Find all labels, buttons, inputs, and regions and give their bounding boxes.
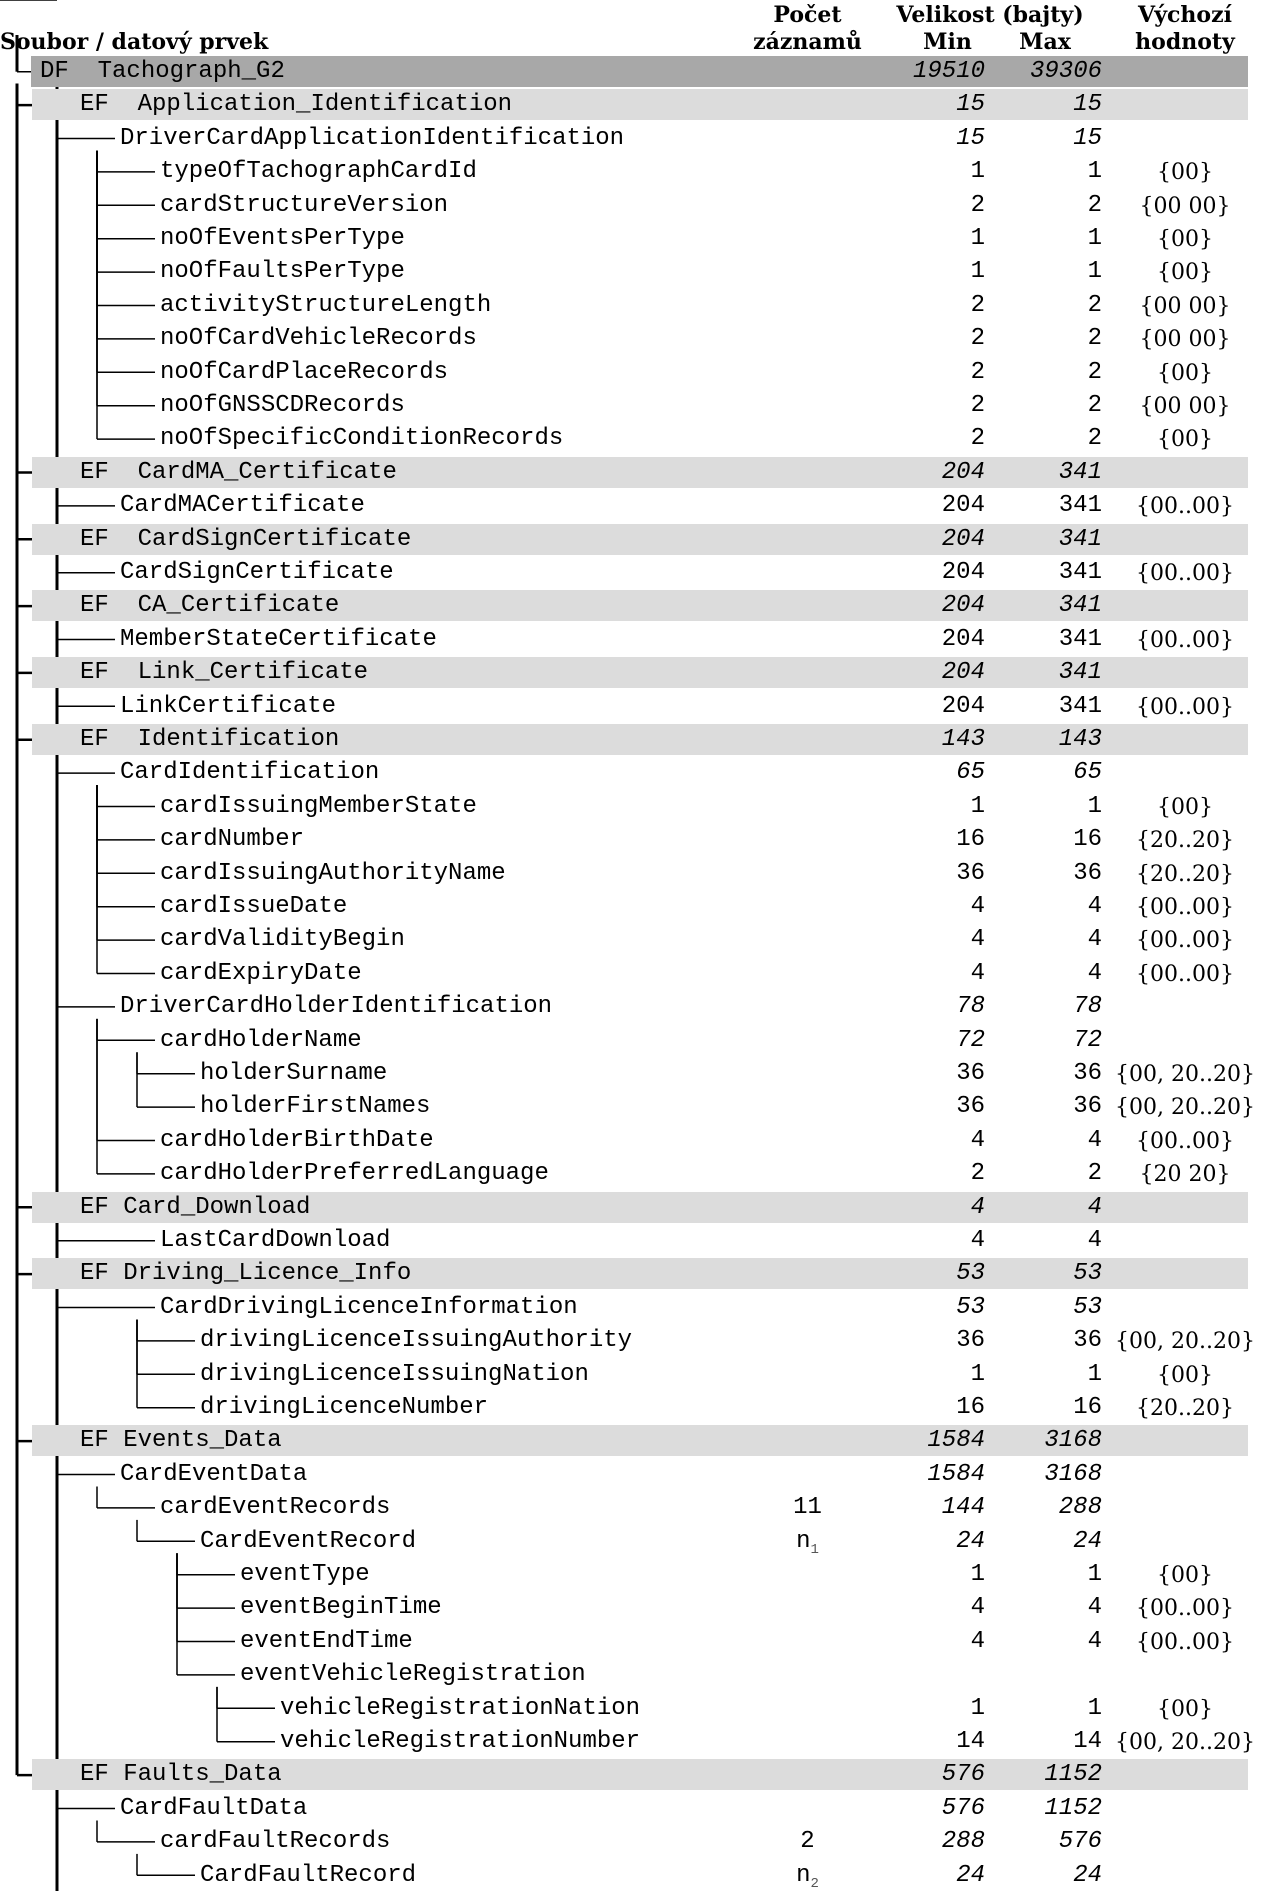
table-row (0, 656, 1261, 689)
default-value: {00} (1157, 794, 1213, 820)
record-count-value: n (796, 1861, 811, 1889)
element-name: EF Link_Certificate (80, 659, 369, 687)
size-max: 1 (1087, 225, 1102, 252)
element-name: noOfSpecificConditionRecords (160, 425, 564, 453)
size-min: 36 (956, 1093, 985, 1121)
element-name: noOfGNSSCDRecords (160, 392, 405, 419)
default-value: {20..20} (1136, 828, 1234, 854)
element-name: activityStructureLength (160, 291, 492, 319)
size-min: 288 (941, 1828, 985, 1856)
table-row (0, 1090, 1261, 1123)
element-name: CardIdentification (120, 759, 380, 787)
header-count-line2: záznamů (753, 29, 862, 55)
size-min: 4 (970, 893, 985, 920)
size-min: 2 (970, 191, 985, 219)
size-min: 2 (970, 392, 985, 419)
size-max: 1 (1087, 158, 1102, 186)
default-value: {20..20} (1136, 1396, 1234, 1421)
element-name: vehicleRegistrationNumber (280, 1728, 641, 1755)
element-name: noOfFaultsPerType (160, 258, 405, 286)
table-row (0, 1658, 1261, 1691)
size-max (1000, 1658, 1102, 1691)
size-max: 2 (1087, 325, 1102, 353)
element-name: EF Card_Download (80, 1193, 311, 1221)
element-name: eventVehicleRegistration (240, 1661, 586, 1689)
size-max: 2 (1087, 425, 1102, 453)
size-min: 19510 (912, 58, 985, 85)
default-value: {00..00} (1136, 961, 1234, 987)
element-name: EF CardSignCertificate (80, 525, 412, 553)
size-min: 16 (956, 826, 985, 854)
table-row (0, 523, 1261, 556)
element-name: cardStructureVersion (160, 191, 449, 219)
size-max: 36 (1073, 1327, 1102, 1355)
size-min: 53 (956, 1293, 985, 1321)
size-min: 24 (956, 1527, 985, 1555)
size-max: 4 (1087, 1126, 1102, 1154)
size-min: 204 (941, 492, 985, 520)
size-min: 78 (956, 993, 985, 1021)
element-name: LastCardDownload (160, 1227, 391, 1254)
table-row (0, 823, 1261, 856)
table-row (0, 389, 1261, 422)
element-name: eventType (240, 1561, 370, 1588)
size-max: 53 (1073, 1293, 1102, 1321)
size-min: 4 (970, 1126, 985, 1154)
size-max: 36 (1073, 859, 1102, 887)
table-row (0, 88, 1261, 121)
element-name: noOfEventsPerType (160, 225, 405, 252)
size-max: 288 (1058, 1494, 1102, 1522)
element-name: cardHolderPreferredLanguage (160, 1160, 549, 1188)
table-row (0, 1424, 1261, 1457)
size-min: 65 (956, 759, 985, 787)
element-name: holderFirstNames (200, 1093, 431, 1121)
size-min: 1 (970, 1360, 985, 1388)
size-min: 1 (970, 225, 985, 252)
default-value: {00..00} (1136, 494, 1234, 520)
table-row (0, 890, 1261, 923)
element-name: EF CardMA_Certificate (80, 458, 397, 486)
size-max: 576 (1058, 1828, 1102, 1856)
table-row (0, 556, 1261, 589)
record-count (760, 1491, 855, 1524)
size-max: 4 (1087, 1594, 1102, 1622)
table-row (0, 1625, 1261, 1658)
table-row (0, 1525, 1261, 1558)
table-row (0, 923, 1261, 956)
table-row (0, 1157, 1261, 1190)
table-row (0, 1792, 1261, 1825)
size-min: 576 (941, 1794, 985, 1822)
default-value: {00..00} (1136, 1596, 1234, 1622)
size-max: 4 (1087, 1193, 1102, 1221)
default-value: {00} (1157, 427, 1213, 453)
table-row (0, 1859, 1261, 1892)
table-row (0, 356, 1261, 389)
size-max: 3168 (1044, 1427, 1102, 1455)
default-value: {00} (1157, 260, 1213, 286)
record-count-value: 2 (800, 1828, 815, 1856)
size-max: 53 (1073, 1260, 1102, 1288)
header-file-element: Soubor / datový prvek (0, 29, 269, 55)
table-row (0, 957, 1261, 990)
size-min: 204 (941, 525, 985, 553)
size-min: 576 (941, 1761, 985, 1789)
table-row (0, 1725, 1261, 1758)
default-value: {00} (1157, 160, 1213, 186)
size-min: 143 (941, 726, 985, 753)
record-count-subscript: 2 (810, 1875, 819, 1892)
element-name: EF Application_Identification (80, 91, 513, 119)
default-value: {00, 20..20} (1115, 1095, 1255, 1121)
table-row (0, 1458, 1261, 1491)
size-min: 15 (956, 91, 985, 119)
header-default-line1: Výchozí (1138, 2, 1232, 28)
size-max: 36 (1073, 1093, 1102, 1121)
size-max: 341 (1058, 458, 1102, 486)
default-value: {00} (1157, 227, 1213, 252)
size-max: 16 (1073, 1394, 1102, 1421)
table-row (0, 322, 1261, 355)
table-row (0, 857, 1261, 890)
size-min: 1584 (927, 1427, 985, 1455)
element-name: holderSurname (200, 1060, 388, 1087)
size-max: 1 (1087, 258, 1102, 286)
table-row (0, 1692, 1261, 1725)
element-name: cardHolderBirthDate (160, 1126, 434, 1154)
table-row (0, 1257, 1261, 1290)
default-value: {00..00} (1136, 627, 1234, 653)
element-name: EF Driving_Licence_Info (80, 1260, 412, 1288)
size-min: 204 (941, 692, 985, 720)
element-name: vehicleRegistrationNation (280, 1694, 641, 1722)
table-row (0, 122, 1261, 155)
default-value: {00} (1157, 1362, 1213, 1388)
default-value: {00 00} (1139, 293, 1231, 319)
size-min: 15 (956, 124, 985, 152)
size-max: 341 (1058, 625, 1102, 653)
size-max: 1 (1087, 792, 1102, 820)
size-max: 341 (1058, 592, 1102, 620)
size-min: 204 (941, 625, 985, 653)
table-row (0, 255, 1261, 288)
size-max: 2 (1087, 1160, 1102, 1188)
table-row (0, 1057, 1261, 1090)
size-max: 3168 (1044, 1460, 1102, 1488)
size-min: 72 (956, 1026, 985, 1054)
size-min: 1 (970, 258, 985, 286)
default-value: {00..00} (1136, 928, 1234, 954)
size-max: 1 (1087, 1360, 1102, 1388)
element-name: EF Faults_Data (80, 1761, 282, 1789)
element-name: drivingLicenceNumber (200, 1394, 489, 1421)
element-name: CardDrivingLicenceInformation (160, 1293, 578, 1321)
table-row (0, 723, 1261, 756)
element-name: CardEventRecord (200, 1527, 417, 1555)
size-min: 4 (970, 1627, 985, 1655)
size-max: 4 (1087, 926, 1102, 954)
size-min: 16 (956, 1394, 985, 1421)
size-max: 16 (1073, 826, 1102, 854)
size-min: 24 (956, 1861, 985, 1889)
size-min: 36 (956, 859, 985, 887)
size-max: 36 (1073, 1060, 1102, 1087)
size-min: 1 (970, 1694, 985, 1722)
size-min: 4 (970, 959, 985, 987)
header-size: Velikost (bajty) (896, 2, 1084, 28)
table-row (0, 756, 1261, 789)
table-row (0, 1124, 1261, 1157)
size-min: 4 (970, 1227, 985, 1254)
size-max: 15 (1073, 124, 1102, 152)
default-value: {00 00} (1139, 394, 1231, 419)
table-row (0, 289, 1261, 322)
header-max: Max (1019, 29, 1071, 55)
table-row (0, 1391, 1261, 1424)
table-row (0, 1224, 1261, 1257)
element-name: noOfCardPlaceRecords (160, 358, 449, 386)
size-max: 341 (1058, 659, 1102, 687)
element-name: typeOfTachographCardId (160, 158, 477, 186)
size-min: 14 (956, 1728, 985, 1755)
element-name: MemberStateCertificate (120, 625, 437, 653)
element-name: cardIssueDate (160, 893, 348, 920)
default-value: {00, 20..20} (1115, 1329, 1255, 1355)
size-min: 2 (970, 291, 985, 319)
size-min: 2 (970, 325, 985, 353)
record-count-value: n (796, 1527, 811, 1555)
size-min: 1 (970, 792, 985, 820)
size-max: 2 (1087, 358, 1102, 386)
record-count-value: 11 (793, 1494, 822, 1522)
element-name: CardFaultData (120, 1794, 308, 1822)
default-value: {00..00} (1136, 694, 1234, 720)
table-row (0, 55, 1261, 88)
table-row (0, 623, 1261, 656)
record-count (760, 1525, 855, 1558)
size-max: 4 (1087, 893, 1102, 920)
size-max: 2 (1087, 191, 1102, 219)
default-value: {00} (1157, 1563, 1213, 1588)
element-name: cardHolderName (160, 1026, 362, 1054)
default-value: {00 00} (1139, 193, 1231, 219)
size-max: 4 (1087, 959, 1102, 987)
element-name: DF Tachograph_G2 (40, 58, 285, 85)
element-name: CardFaultRecord (200, 1861, 417, 1889)
table-row (0, 990, 1261, 1023)
element-name: noOfCardVehicleRecords (160, 325, 477, 353)
size-min: 1584 (927, 1460, 985, 1488)
element-name: eventEndTime (240, 1627, 413, 1655)
default-value: {20 20} (1139, 1162, 1231, 1188)
table-row (0, 1758, 1261, 1791)
table-row (0, 1558, 1261, 1591)
size-max: 1 (1087, 1561, 1102, 1588)
size-min: 2 (970, 358, 985, 386)
element-name: cardIssuingAuthorityName (160, 859, 506, 887)
table-row (0, 456, 1261, 489)
default-value: {00, 20..20} (1115, 1062, 1255, 1087)
default-value: {00} (1157, 360, 1213, 386)
record-count-subscript: 1 (810, 1541, 819, 1558)
table-row (0, 1491, 1261, 1524)
size-min: 1 (970, 1561, 985, 1588)
table-row (0, 422, 1261, 455)
element-name: cardValidityBegin (160, 926, 405, 954)
size-max: 24 (1073, 1861, 1102, 1889)
size-min: 204 (941, 659, 985, 687)
default-value: {00} (1157, 1696, 1213, 1722)
size-max: 72 (1073, 1026, 1102, 1054)
element-name: CardEventData (120, 1460, 308, 1488)
default-value: {00..00} (1136, 1128, 1234, 1154)
element-name: cardNumber (160, 826, 305, 854)
size-min: 53 (956, 1260, 985, 1288)
element-name: CardSignCertificate (120, 559, 394, 586)
size-max: 65 (1073, 759, 1102, 787)
table-row (0, 1825, 1261, 1858)
table-row (0, 1591, 1261, 1624)
size-max: 78 (1073, 993, 1102, 1021)
size-max: 1152 (1044, 1761, 1102, 1789)
size-min (880, 1658, 985, 1691)
default-value: {00 00} (1139, 327, 1231, 353)
size-min: 2 (970, 425, 985, 453)
element-name: drivingLicenceIssuingNation (200, 1360, 589, 1388)
size-max: 341 (1058, 559, 1102, 586)
table-row (0, 790, 1261, 823)
size-max: 341 (1058, 525, 1102, 553)
header-min: Min (923, 29, 972, 55)
element-name: DriverCardHolderIdentification (120, 993, 553, 1021)
header-count-line1: Počet (773, 2, 842, 28)
size-max: 24 (1073, 1527, 1102, 1555)
size-min: 204 (941, 559, 985, 586)
table-row (0, 1191, 1261, 1224)
element-name: eventBeginTime (240, 1594, 442, 1622)
size-min: 36 (956, 1327, 985, 1355)
size-max: 4 (1087, 1227, 1102, 1254)
size-max: 15 (1073, 91, 1102, 119)
table-row (0, 1358, 1261, 1391)
size-max: 2 (1087, 291, 1102, 319)
element-name: EF CA_Certificate (80, 592, 340, 620)
element-name: LinkCertificate (120, 692, 337, 720)
size-min: 1 (970, 158, 985, 186)
size-max: 341 (1058, 492, 1102, 520)
table-row (0, 589, 1261, 622)
element-name: cardExpiryDate (160, 959, 362, 987)
record-count (760, 1859, 855, 1892)
size-min: 4 (970, 1594, 985, 1622)
size-min: 4 (970, 926, 985, 954)
size-min: 2 (970, 1160, 985, 1188)
size-min: 204 (941, 458, 985, 486)
record-count (760, 1825, 855, 1858)
table-row (0, 489, 1261, 522)
size-max: 1152 (1044, 1794, 1102, 1822)
table-row (0, 189, 1261, 222)
header-default-line2: hodnoty (1135, 29, 1235, 55)
size-min: 204 (941, 592, 985, 620)
table-row (0, 690, 1261, 723)
size-max: 143 (1058, 726, 1102, 753)
default-value: {00..00} (1136, 561, 1234, 586)
table-row (0, 1024, 1261, 1057)
element-name: cardEventRecords (160, 1494, 391, 1522)
element-name: CardMACertificate (120, 492, 365, 520)
table-row (0, 222, 1261, 255)
element-name: cardFaultRecords (160, 1828, 391, 1856)
table-row (0, 155, 1261, 188)
size-max: 1 (1087, 1694, 1102, 1722)
element-name: EF Identification (80, 726, 340, 753)
element-name: EF Events_Data (80, 1427, 282, 1455)
size-min: 4 (970, 1193, 985, 1221)
default-value: {20..20} (1136, 861, 1234, 887)
size-max: 341 (1058, 692, 1102, 720)
element-name: drivingLicenceIssuingAuthority (200, 1327, 633, 1355)
table-row (0, 1324, 1261, 1357)
element-name: cardIssuingMemberState (160, 792, 477, 820)
size-max: 14 (1073, 1728, 1102, 1755)
default-value: {00, 20..20} (1115, 1730, 1255, 1755)
default-value: {00..00} (1136, 895, 1234, 920)
element-name: DriverCardApplicationIdentification (120, 124, 625, 152)
default-value: {00..00} (1136, 1629, 1234, 1655)
size-max: 2 (1087, 392, 1102, 419)
size-min: 144 (941, 1494, 985, 1522)
table-row (0, 1291, 1261, 1324)
size-max: 4 (1087, 1627, 1102, 1655)
size-min: 36 (956, 1060, 985, 1087)
size-max: 39306 (1029, 58, 1102, 85)
